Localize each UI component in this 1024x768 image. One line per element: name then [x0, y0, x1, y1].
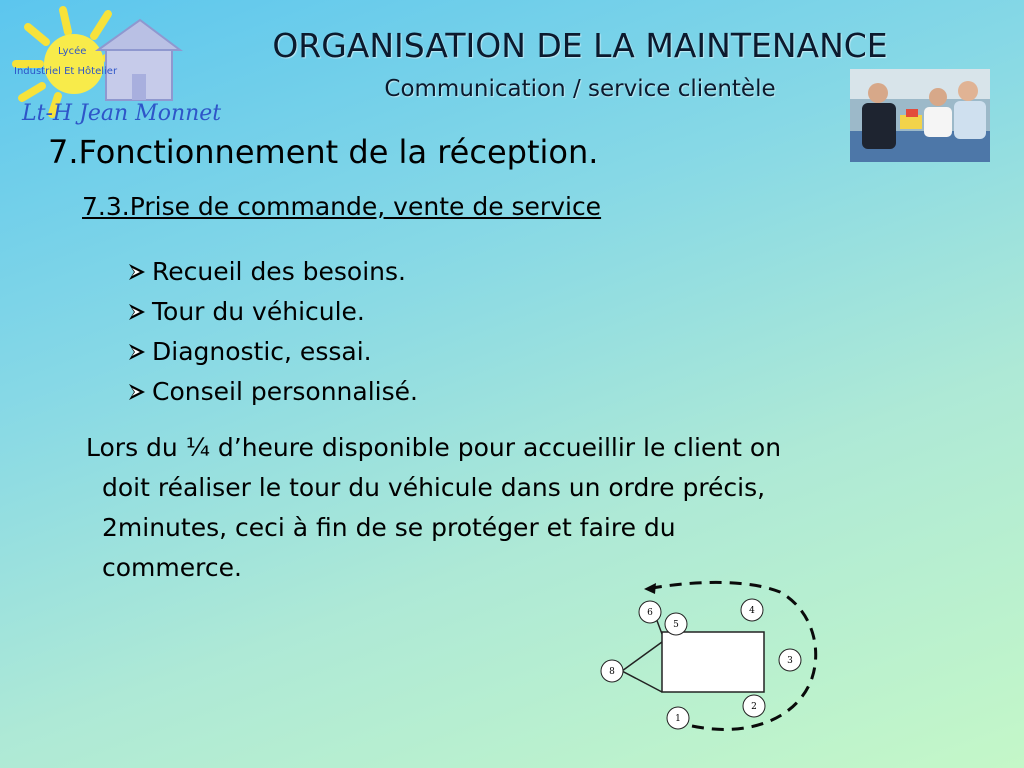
arrowhead-bullet-icon	[126, 341, 148, 363]
vehicle-body	[662, 632, 764, 692]
point-label: 2	[751, 702, 757, 712]
bullet-label: Diagnostic, essai.	[152, 337, 372, 366]
school-logo	[8, 2, 222, 130]
walkaround-point	[741, 599, 763, 621]
point-label: 6	[647, 608, 653, 618]
sun-house-logo-icon	[8, 2, 222, 130]
logo-text-lycee: Lycée	[58, 46, 87, 57]
bullet-label: Conseil personnalisé.	[152, 377, 418, 406]
bullet-item	[126, 292, 418, 332]
paragraph-line: 2minutes, ceci à fin de se protéger et faire du	[102, 513, 676, 542]
logo-text-industriel: Industriel Et Hôtelier	[14, 66, 118, 77]
bullet-item	[126, 252, 418, 292]
walkaround-point	[639, 601, 661, 623]
slide-title: ORGANISATION DE LA MAINTENANCE	[272, 26, 888, 65]
point-label: 5	[673, 620, 679, 630]
walkaround-point	[779, 649, 801, 671]
walkaround-point	[667, 707, 689, 729]
point-label: 3	[787, 656, 793, 666]
paragraph-line: commerce.	[102, 553, 242, 582]
bullet-label: Recueil des besoins.	[152, 257, 406, 286]
walkaround-point	[601, 660, 623, 682]
reception-photo	[850, 69, 990, 162]
arrowhead-bullet-icon	[126, 381, 148, 403]
walkaround-point	[743, 695, 765, 717]
point-label: 8	[609, 667, 615, 677]
walkaround-point	[665, 613, 687, 635]
path-arrowhead-icon	[644, 583, 656, 594]
bullet-item	[126, 372, 418, 412]
point-label: 4	[749, 606, 755, 616]
point-label: 1	[675, 714, 681, 724]
vehicle-walkaround-diagram	[590, 578, 830, 738]
arrowhead-bullet-icon	[126, 301, 148, 323]
slide-subtitle: Communication / service clientèle	[384, 76, 776, 102]
reception-desk-photo-icon	[850, 69, 990, 162]
bullet-list	[126, 252, 418, 412]
arrowhead-bullet-icon	[126, 261, 148, 283]
bullet-item	[126, 332, 418, 372]
paragraph-line: Lors du ¼ d’heure disponible pour accueillir le client on	[86, 433, 782, 462]
logo-text-name: Lt-H Jean Monnet	[22, 101, 222, 126]
body-paragraph	[86, 428, 946, 588]
paragraph-line: doit réaliser le tour du véhicule dans un ordre précis,	[102, 473, 766, 502]
section-subheading: 7.3.Prise de commande, vente de service	[82, 192, 602, 221]
section-heading: 7.Fonctionnement de la réception.	[48, 133, 599, 171]
bullet-label: Tour du véhicule.	[152, 297, 365, 326]
vehicle-front	[622, 642, 662, 692]
